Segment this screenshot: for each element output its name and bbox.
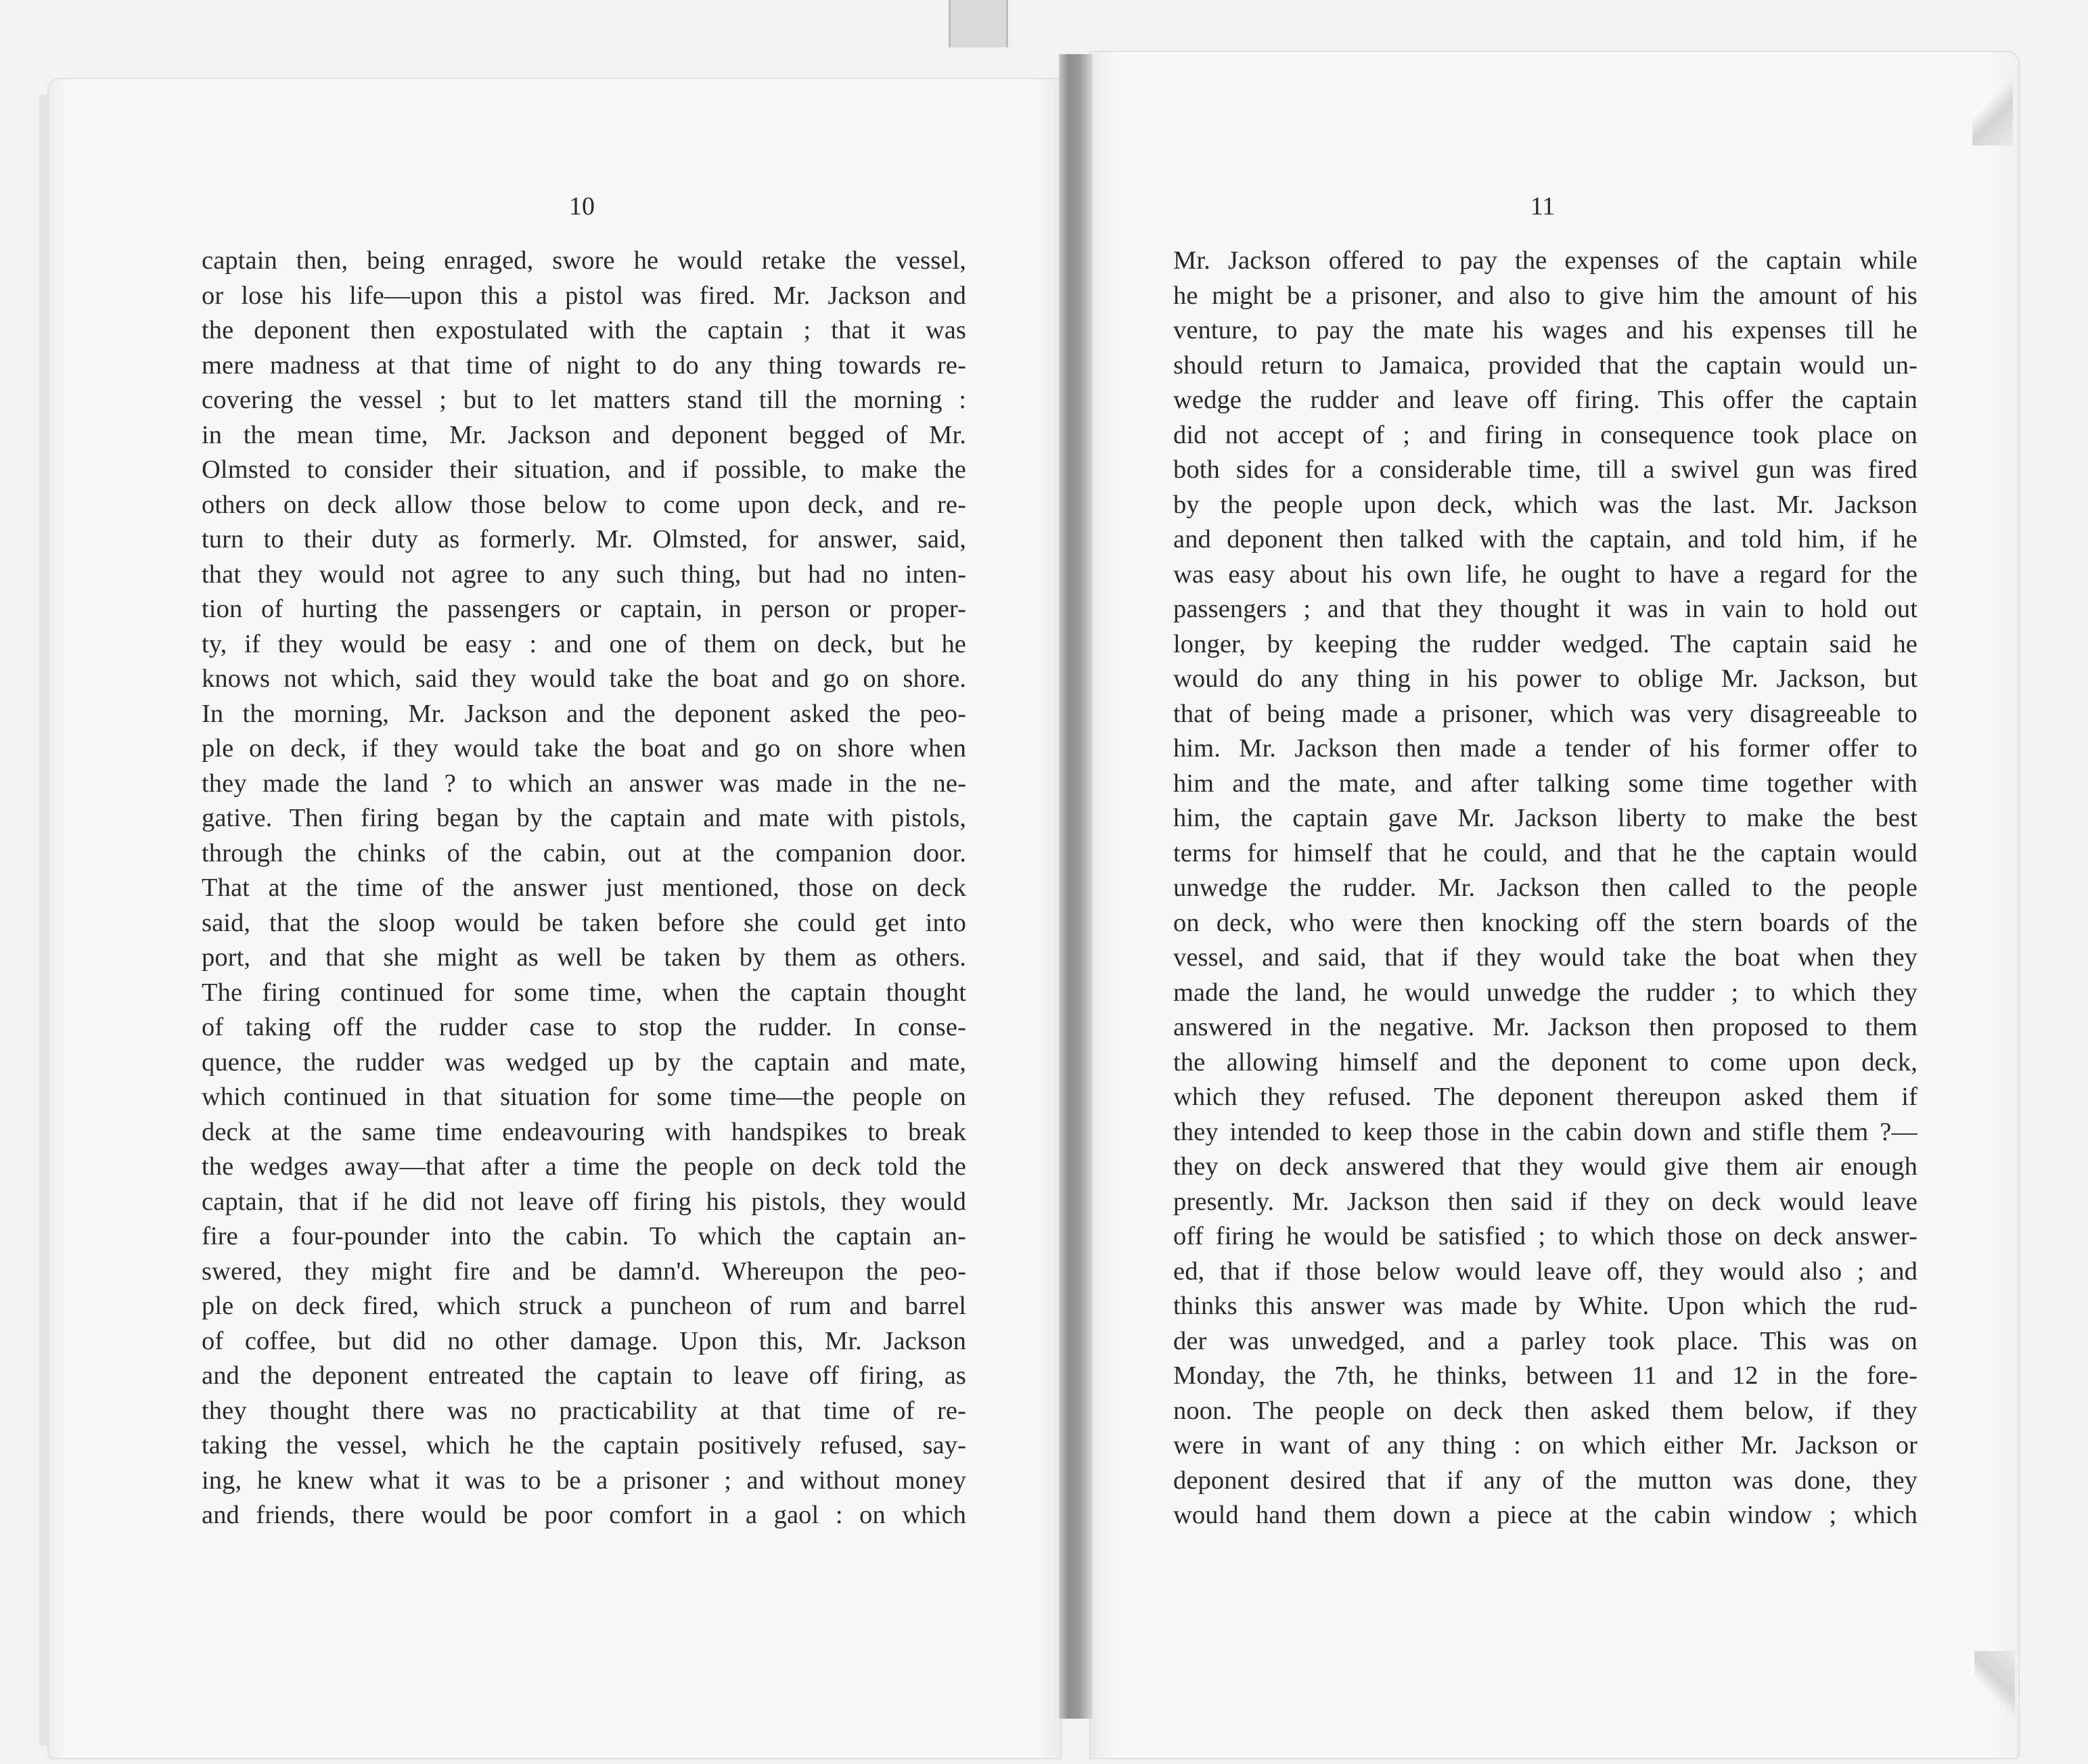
left-page-text — [202, 244, 966, 1533]
text-line: Mr. Jackson offered to pay the expenses of the captain while — [1173, 246, 1917, 275]
text-line: Monday, the 7th, he thinks, between 11 and 12 in the fore- — [1173, 1361, 1917, 1390]
text-line: through the chinks of the cabin, out at the companion door. — [202, 838, 966, 867]
text-line: in the mean time, Mr. Jackson and deponent begged of Mr. — [202, 420, 966, 449]
text-line: the deponent then expostulated with the captain ; that it was — [202, 316, 966, 344]
text-line: unwedge the rudder. Mr. Jackson then called to the people — [1173, 874, 1917, 902]
text-line: by the people upon deck, which was the last. Mr. Jackson — [1173, 490, 1917, 519]
text-line: of coffee, but did no other damage. Upon this, Mr. Jackson — [202, 1326, 966, 1355]
text-line: was easy about his own life, he ought to have a regard for the — [1173, 560, 1917, 589]
text-line: of taking off the rudder case to stop the rudder. In conse- — [202, 1013, 966, 1041]
text-line: ple on deck fired, which struck a puncheon of rum and barrel — [202, 1292, 966, 1320]
text-line: knows not which, said they would take the boat and go on shore. — [202, 664, 966, 693]
text-line: turn to their duty as formerly. Mr. Olmsted, for answer, said, — [202, 525, 966, 553]
text-line: and friends, there would be poor comfort in a gaol : on which — [202, 1501, 966, 1529]
text-line: others on deck allow those below to come upon deck, and re- — [202, 490, 966, 519]
text-line: both sides for a considerable time, till a swivel gun was fired — [1173, 455, 1917, 484]
book-gutter — [1059, 54, 1093, 1719]
text-line: answered in the negative. Mr. Jackson then proposed to them — [1173, 1013, 1917, 1041]
text-line: the wedges away—that after a time the people on deck told the — [202, 1152, 966, 1181]
text-line: passengers ; and that they thought it was in vain to hold out — [1173, 595, 1917, 623]
text-line: which they refused. The deponent thereupon asked them if — [1173, 1083, 1917, 1111]
text-line: longer, by keeping the rudder wedged. The captain said he — [1173, 629, 1917, 658]
text-line: they intended to keep those in the cabin down and stifle them ?— — [1173, 1117, 1917, 1146]
text-line: him, the captain gave Mr. Jackson liberty to make the best — [1173, 804, 1917, 832]
text-line: quence, the rudder was wedged up by the captain and mate, — [202, 1047, 966, 1077]
text-line: venture, to pay the mate his wages and his expenses till he — [1173, 316, 1917, 344]
text-line: fire a four-pounder into the cabin. To which the captain an- — [202, 1222, 966, 1250]
text-line: noon. The people on deck then asked them below, if they — [1173, 1396, 1917, 1425]
page-corner-curl-top — [1972, 71, 2013, 145]
text-line: wedge the rudder and leave off firing. This offer the captain — [1173, 386, 1917, 414]
text-line: and deponent then talked with the captain, and told him, if he — [1173, 525, 1917, 553]
text-line: swered, they might fire and be damn'd. Whereupon the peo- — [202, 1257, 966, 1286]
text-line: captain then, being enraged, swore he would retake the vessel, — [202, 246, 966, 275]
text-line: gative. Then firing began by the captain and mate with pistols, — [202, 804, 966, 832]
text-line: ple on deck, if they would take the boat and go on shore when — [202, 734, 966, 763]
text-line: vessel, and said, that if they would take the boat when they — [1173, 943, 1917, 972]
text-line: they on deck answered that they would give them air enough — [1173, 1152, 1917, 1181]
text-line: ing, he knew what it was to be a prisoner ; and without money — [202, 1466, 966, 1495]
text-line: he might be a prisoner, and also to give him the amount of his — [1173, 281, 1917, 310]
text-line: on deck, who were then knocking off the stern boards of the — [1173, 908, 1917, 937]
text-line: presently. Mr. Jackson then said if they on deck would leave — [1173, 1187, 1917, 1216]
text-line: thinks this answer was made by White. Upon which the rud- — [1173, 1292, 1917, 1320]
text-line: did not accept of ; and firing in consequence took place on — [1173, 420, 1917, 449]
text-line: the allowing himself and the deponent to come upon deck, — [1173, 1047, 1917, 1077]
text-line: port, and that she might as well be taken by them as others. — [202, 943, 966, 972]
text-line: or lose his life—upon this a pistol was fired. Mr. Jackson and — [202, 281, 966, 310]
text-line: should return to Jamaica, provided that the captain would un- — [1173, 350, 1917, 380]
text-line: ty, if they would be easy : and one of them on deck, but he — [202, 629, 966, 658]
text-line: ed, that if those below would leave off, they would also ; and — [1173, 1257, 1917, 1286]
text-line: that they would not agree to any such thing, but had no inten- — [202, 560, 966, 589]
text-line: taking the vessel, which he the captain positively refused, say- — [202, 1431, 966, 1460]
text-line: said, that the sloop would be taken before she could get into — [202, 908, 966, 937]
text-line: him. Mr. Jackson then made a tender of his former offer to — [1173, 734, 1917, 763]
text-line: The firing continued for some time, when the captain thought — [202, 978, 966, 1007]
text-line: him and the mate, and after talking some time together with — [1173, 769, 1917, 798]
right-page-number: 11 — [1530, 192, 1556, 221]
text-line: which continued in that situation for some time—the people on — [202, 1083, 966, 1111]
text-line: made the land, he would unwedge the rudder ; to which they — [1173, 978, 1917, 1007]
text-line: off firing he would be satisfied ; to which those on deck answer- — [1173, 1222, 1917, 1250]
text-line: In the morning, Mr. Jackson and the deponent asked the peo- — [202, 699, 966, 728]
text-line: terms for himself that he could, and that he the captain would — [1173, 838, 1917, 867]
text-line: That at the time of the answer just mentioned, those on deck — [202, 874, 966, 902]
text-line: covering the vessel ; but to let matters stand till the morning : — [202, 386, 966, 414]
text-line: der was unwedged, and a parley took place. This was on — [1173, 1326, 1917, 1355]
right-page-text — [1173, 244, 1917, 1533]
binding-clip — [949, 0, 1008, 47]
text-line: Olmsted to consider their situation, and if possible, to make the — [202, 455, 966, 484]
text-line: deck at the same time endeavouring with handspikes to break — [202, 1117, 966, 1146]
text-line: would do any thing in his power to oblige Mr. Jackson, but — [1173, 664, 1917, 693]
text-line: they thought there was no practicability at that time of re- — [202, 1396, 966, 1425]
text-line: and the deponent entreated the captain to leave off firing, as — [202, 1361, 966, 1390]
left-page-number: 10 — [569, 192, 595, 221]
text-line: mere madness at that time of night to do any thing towards re- — [202, 350, 966, 380]
text-line: that of being made a prisoner, which was very disagreeable to — [1173, 699, 1917, 728]
text-line: captain, that if he did not leave off firing his pistols, they would — [202, 1187, 966, 1216]
text-line: tion of hurting the passengers or captain, in person or proper- — [202, 595, 966, 623]
text-line: would hand them down a piece at the cabin window ; which — [1173, 1501, 1917, 1529]
text-line: deponent desired that if any of the mutton was done, they — [1173, 1466, 1917, 1495]
text-line: they made the land ? to which an answer was made in the ne- — [202, 769, 966, 798]
text-line: were in want of any thing : on which either Mr. Jackson or — [1173, 1431, 1917, 1460]
page-corner-curl-bottom — [1974, 1651, 2015, 1725]
